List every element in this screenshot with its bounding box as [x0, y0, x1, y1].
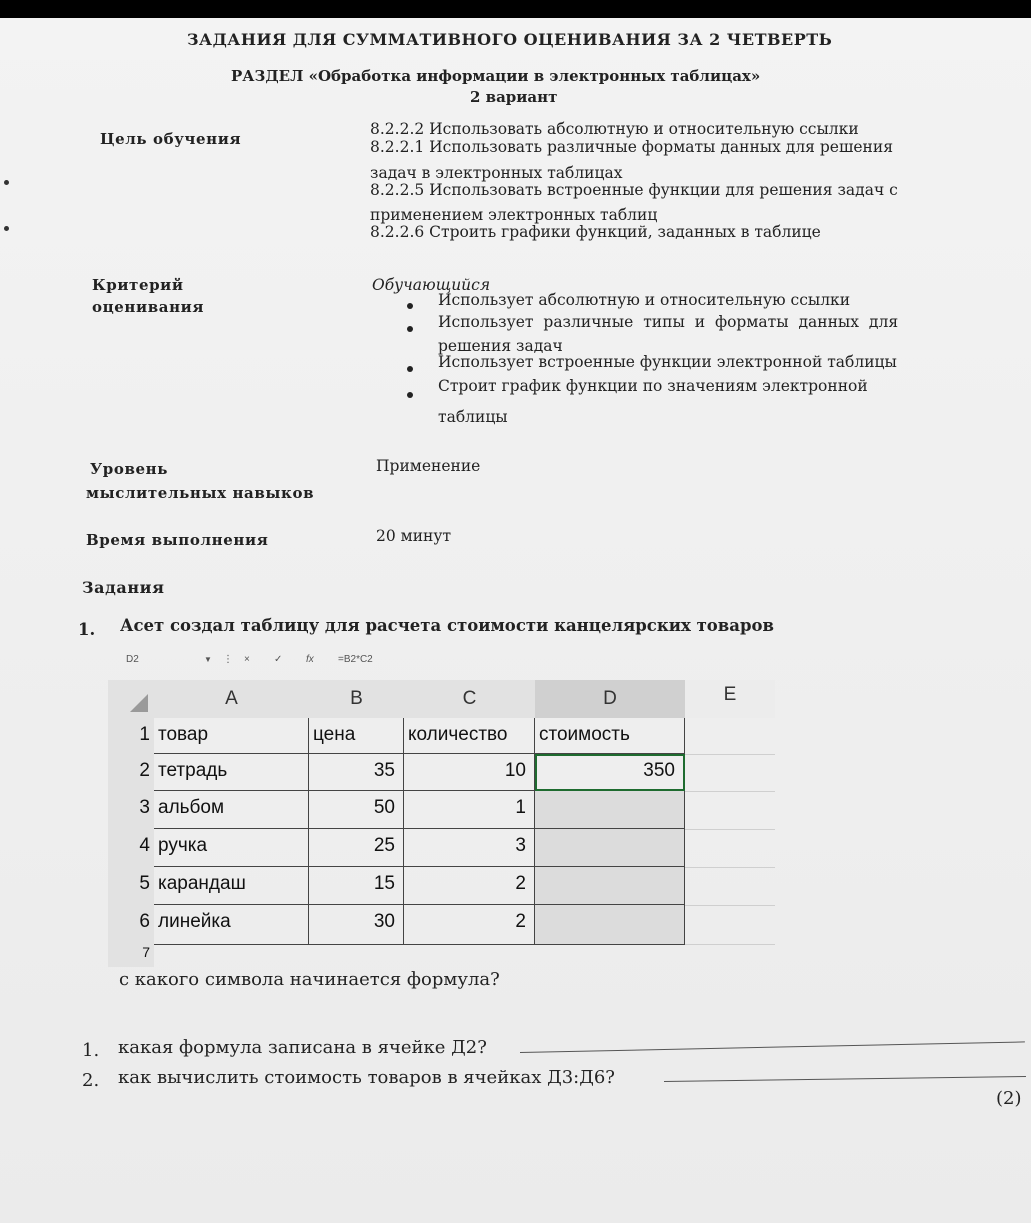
grid-line	[685, 944, 775, 945]
criterion-line: таблицы	[438, 408, 508, 426]
objective-line: применением электронных таблиц	[370, 206, 658, 224]
grid-line	[685, 829, 775, 830]
bullet-icon	[407, 366, 413, 372]
separator-dots: ⋮	[223, 654, 233, 665]
table-cell[interactable]: 15	[309, 867, 404, 905]
grid-line	[685, 867, 775, 868]
table-cell[interactable]: количество	[404, 718, 535, 754]
points-label: (2)	[996, 1088, 1022, 1109]
objective-line: 8.2.2.5 Использовать встроенные функции для решения задач с	[370, 181, 898, 199]
objective-line: 8.2.2.2 Использовать абсолютную и относительную ссылки	[370, 120, 859, 138]
table-cell[interactable]: 1	[404, 791, 535, 829]
objective-line: 8.2.2.1 Использовать различные форматы данных для решения	[370, 138, 893, 156]
criterion-line: решения задач	[438, 337, 563, 355]
time-value: 20 минут	[376, 527, 452, 545]
table-cell[interactable]: 25	[309, 829, 404, 867]
criterion-line: Использует встроенные функции электронной таблицы	[438, 353, 897, 371]
table-cell[interactable]: 3	[404, 829, 535, 867]
grid-line	[685, 905, 775, 906]
level-label: мыслительных навыков	[86, 484, 315, 502]
row-header-partial[interactable]: 7	[108, 945, 154, 967]
column-header-d[interactable]: D	[535, 680, 685, 718]
table-cell[interactable]: ручка	[154, 829, 309, 867]
grid-line	[685, 754, 775, 755]
learner-label: Обучающийся	[372, 276, 491, 294]
criterion-line: Строит график функции по значениям электронной	[438, 377, 868, 395]
tasks-heading: Задания	[82, 578, 165, 597]
task-text: Асет создал таблицу для расчета стоимости канцелярских товаров	[120, 616, 774, 635]
table-cell[interactable]: 2	[404, 867, 535, 905]
bullet-icon	[407, 303, 413, 309]
criterion-line: Использует абсолютную и относительную ссылки	[438, 291, 851, 309]
spreadsheet-grid	[108, 680, 788, 970]
level-label: Уровень	[90, 460, 168, 478]
question-text: как вычислить стоимость товаров в ячейках Д3:Д6?	[118, 1067, 615, 1088]
question-text: какая формула записана в ячейке Д2?	[118, 1037, 487, 1058]
selected-cell-d2[interactable]: 350	[535, 754, 685, 791]
bullet-icon	[407, 326, 413, 332]
document-title: ЗАДАНИЯ ДЛЯ СУММАТИВНОГО ОЦЕНИВАНИЯ ЗА 2 ЧЕТВЕРТЬ	[187, 30, 833, 49]
grid-line	[685, 791, 775, 792]
column-header-a[interactable]: A	[154, 680, 309, 718]
column-header-e[interactable]: E	[685, 680, 775, 718]
table-cell[interactable]: цена	[309, 718, 404, 754]
task-number: 1.	[78, 620, 96, 639]
criterion-line: Использует различные типы и форматы данных для	[438, 313, 899, 331]
column-header-c[interactable]: C	[404, 680, 535, 718]
table-cell[interactable]	[535, 829, 685, 867]
table-cell[interactable]: 30	[309, 905, 404, 945]
criteria-label: оценивания	[92, 298, 205, 316]
column-header-b[interactable]: B	[309, 680, 404, 718]
margin-mark	[4, 180, 9, 185]
confirm-icon[interactable]: ✓	[274, 654, 283, 665]
table-cell[interactable]	[535, 791, 685, 829]
name-box[interactable]: D2	[126, 654, 139, 665]
margin-mark	[4, 226, 9, 231]
table-cell[interactable]: альбом	[154, 791, 309, 829]
table-cell[interactable]: 50	[309, 791, 404, 829]
table-cell[interactable]: карандаш	[154, 867, 309, 905]
variant-label: 2 вариант	[470, 88, 558, 106]
objectives-label: Цель обучения	[100, 130, 242, 148]
cancel-icon[interactable]: ×	[244, 654, 250, 665]
row-header[interactable]: 5	[108, 867, 154, 905]
table-cell[interactable]: товар	[154, 718, 309, 754]
section-title: РАЗДЕЛ «Обработка информации в электронных таблицах»	[231, 67, 761, 85]
table-cell[interactable]	[535, 905, 685, 945]
fx-icon[interactable]: fx	[306, 654, 314, 665]
question-number: 2.	[82, 1070, 100, 1091]
level-value: Применение	[376, 457, 481, 475]
row-header[interactable]: 3	[108, 791, 154, 829]
chevron-down-icon[interactable]: ▼	[204, 655, 212, 664]
question-formula-start: с какого символа начинается формула?	[119, 969, 500, 990]
table-cell[interactable]	[535, 867, 685, 905]
table-cell[interactable]: тетрадь	[154, 754, 309, 791]
formula-bar	[108, 648, 488, 674]
top-dark-border	[0, 0, 1031, 18]
question-number: 1.	[82, 1040, 100, 1061]
corner-triangle-icon	[130, 694, 148, 712]
table-cell[interactable]: 35	[309, 754, 404, 791]
row-header[interactable]: 1	[108, 718, 154, 754]
time-label: Время выполнения	[86, 531, 269, 549]
table-cell[interactable]: стоимость	[535, 718, 685, 754]
table-cell[interactable]: 10	[404, 754, 535, 791]
row-header[interactable]: 6	[108, 905, 154, 945]
criteria-label: Критерий	[92, 276, 184, 294]
table-cell[interactable]: 2	[404, 905, 535, 945]
bullet-icon	[407, 392, 413, 398]
objective-line: задач в электронных таблицах	[370, 164, 623, 182]
table-cell[interactable]: линейка	[154, 905, 309, 945]
row-header[interactable]: 2	[108, 754, 154, 791]
objective-line: 8.2.2.6 Строить графики функций, заданных в таблице	[370, 223, 821, 241]
row-header[interactable]: 4	[108, 829, 154, 867]
select-all-corner[interactable]	[108, 680, 154, 718]
formula-input[interactable]: =B2*C2	[338, 654, 373, 665]
